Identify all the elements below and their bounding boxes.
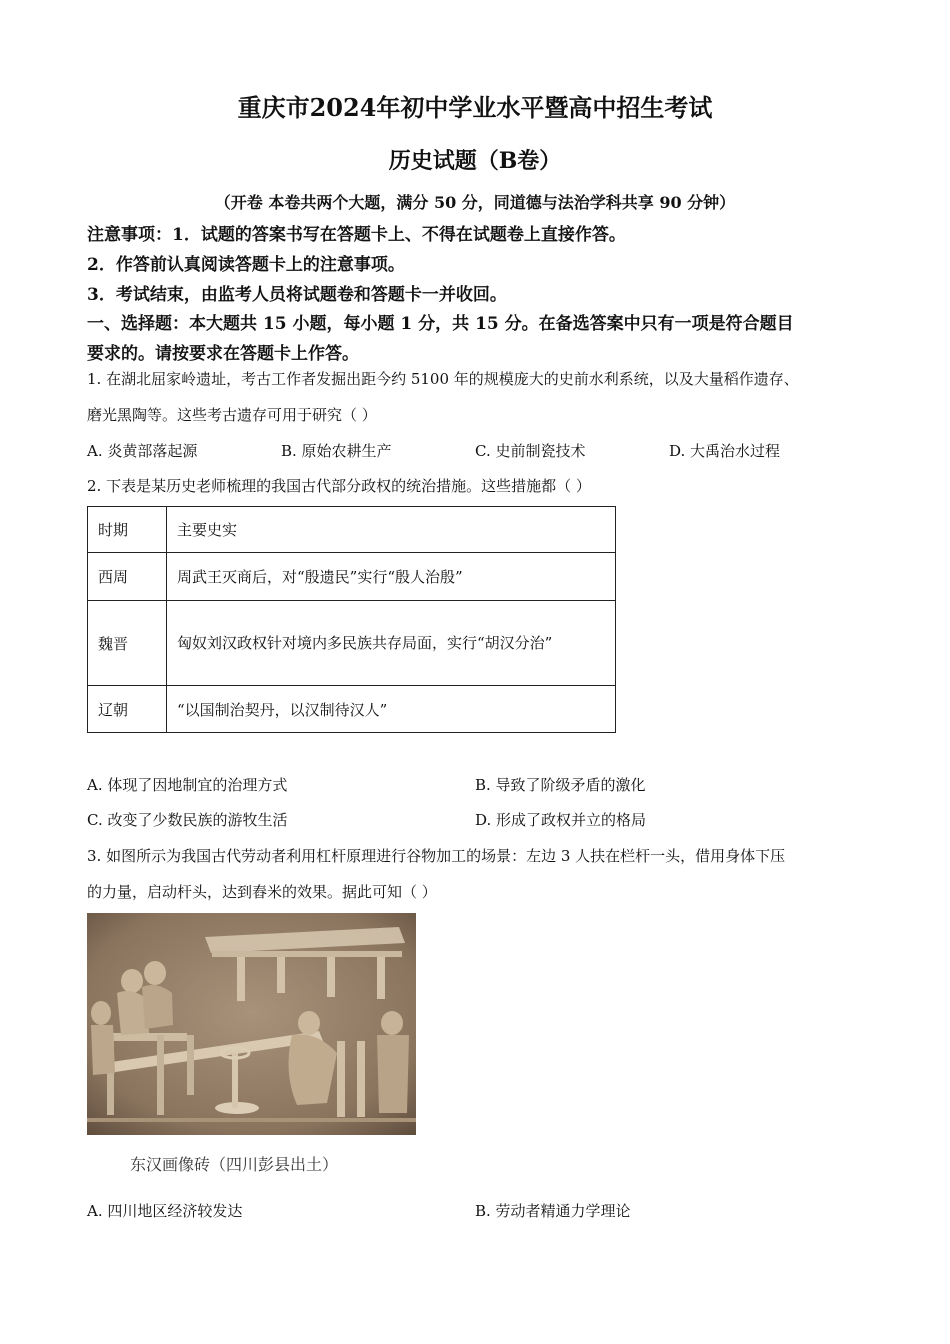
relief-illustration xyxy=(87,913,416,1135)
note-1: 注意事项：1．试题的答案书写在答题卡上、不得在试题卷上直接作答。 xyxy=(87,225,626,245)
table-header-period: 时期 xyxy=(88,507,167,553)
q2-option-a: A. 体现了因地制宜的治理方式 xyxy=(87,776,288,794)
table-cell-fact: 匈奴刘汉政权针对境内多民族共存局面，实行“胡汉分治” xyxy=(167,601,616,686)
section-heading-line-2: 要求的。请按要求在答题卡上作答。 xyxy=(87,344,359,364)
table-cell-fact: “以国制治契丹，以汉制待汉人” xyxy=(167,686,616,733)
table-cell-fact: 周武王灭商后，对“殷遗民”实行“殷人治殷” xyxy=(167,553,616,601)
q2-history-table xyxy=(87,506,616,733)
q1-option-a: A. 炎黄部落起源 xyxy=(87,442,198,460)
q2-stem: 2. 下表是某历史老师梳理的我国古代部分政权的统治措施。这些措施都（ ） xyxy=(87,477,591,495)
q2-option-b: B. 导致了阶级矛盾的激化 xyxy=(475,776,646,794)
q1-stem-line-2: 磨光黑陶等。这些考古遗存可用于研究（ ） xyxy=(87,406,377,424)
q3-stem-line-2: 的力量，启动杆头，达到舂米的效果。据此可知（ ） xyxy=(87,883,437,901)
section-heading-line-1: 一、选择题：本大题共 15 小题，每小题 1 分，共 15 分。在备选答案中只有一项是符合题目 xyxy=(87,314,794,334)
q1-option-d: D. 大禹治水过程 xyxy=(669,442,781,460)
q1-option-c: C. 史前制瓷技术 xyxy=(475,442,586,460)
q1-stem-line-1: 1. 在湖北屈家岭遗址，考古工作者发掘出距今约 5100 年的规模庞大的史前水利系统，以及大量稻作遗存、 xyxy=(87,370,799,388)
exam-info: （开卷 本卷共两个大题，满分 50 分，同道德与法治学科共享 90 分钟） xyxy=(214,193,736,212)
q3-stem-line-1: 3. 如图所示为我国古代劳动者利用杠杆原理进行谷物加工的场景：左边 3 人扶在栏杆一头，借用身体下压 xyxy=(87,847,786,865)
note-3: 3．考试结束，由监考人员将试题卷和答题卡一并收回。 xyxy=(87,285,507,305)
note-2: 2．作答前认真阅读答题卡上的注意事项。 xyxy=(87,255,405,275)
q2-option-d: D. 形成了政权并立的格局 xyxy=(475,811,647,829)
table-header-row xyxy=(88,507,616,553)
table-header-facts: 主要史实 xyxy=(167,507,616,553)
table-cell-period: 西周 xyxy=(88,553,167,601)
exam-subtitle: 历史试题（B卷） xyxy=(388,148,562,174)
table-cell-period: 辽朝 xyxy=(88,686,167,733)
exam-title: 重庆市2024年初中学业水平暨高中招生考试 xyxy=(237,93,713,122)
table-cell-period: 魏晋 xyxy=(88,601,167,686)
q3-option-b: B. 劳动者精通力学理论 xyxy=(475,1202,631,1220)
q2-option-c: C. 改变了少数民族的游牧生活 xyxy=(87,811,288,829)
table-row xyxy=(88,601,616,686)
q3-option-a: A. 四川地区经济较发达 xyxy=(87,1202,243,1220)
table-row xyxy=(88,553,616,601)
image-caption: 东汉画像砖（四川彭县出土） xyxy=(130,1155,339,1174)
table-row xyxy=(88,686,616,733)
q1-option-b: B. 原始农耕生产 xyxy=(281,442,392,460)
han-brick-relief-image xyxy=(87,913,416,1135)
